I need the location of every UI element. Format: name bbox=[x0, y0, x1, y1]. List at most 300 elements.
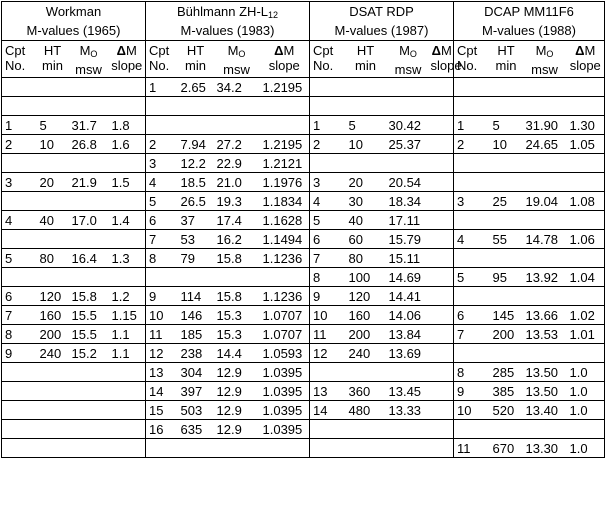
delta-icon: Δ bbox=[575, 43, 585, 58]
table-cell: 5 bbox=[146, 192, 178, 211]
table-cell: 2.65 bbox=[178, 78, 214, 97]
table-cell bbox=[567, 287, 605, 306]
table-cell bbox=[37, 363, 69, 382]
table-cell bbox=[523, 97, 567, 116]
header-dm-line1: M bbox=[126, 43, 137, 58]
table-row bbox=[2, 116, 605, 135]
table-cell: 3 bbox=[310, 173, 346, 192]
table-cell: 503 bbox=[178, 401, 214, 420]
table-cell: 37 bbox=[178, 211, 214, 230]
table-cell bbox=[386, 363, 431, 382]
table-cell: 397 bbox=[178, 382, 214, 401]
table-cell bbox=[178, 97, 214, 116]
table-cell bbox=[2, 268, 37, 287]
table-cell: 10 bbox=[310, 306, 346, 325]
table-cell bbox=[37, 78, 69, 97]
table-cell: 17.4 bbox=[214, 211, 260, 230]
table-cell: 2 bbox=[310, 135, 346, 154]
table-cell: 1.30 bbox=[567, 116, 605, 135]
table-cell bbox=[567, 154, 605, 173]
table-cell bbox=[431, 135, 454, 154]
table-cell: 8 bbox=[310, 268, 346, 287]
table-cell bbox=[69, 154, 109, 173]
table-cell: 5 bbox=[490, 116, 523, 135]
group-subtitle: M-values (1965) bbox=[26, 23, 121, 38]
table-cell: 79 bbox=[178, 249, 214, 268]
table-cell: 1.06 bbox=[567, 230, 605, 249]
table-cell bbox=[431, 325, 454, 344]
table-cell bbox=[109, 268, 146, 287]
header-cpt bbox=[2, 41, 37, 78]
table-cell bbox=[567, 211, 605, 230]
table-cell bbox=[346, 154, 386, 173]
table-cell: 5 bbox=[454, 268, 490, 287]
table-cell: 3 bbox=[146, 154, 178, 173]
table-cell: 238 bbox=[178, 344, 214, 363]
table-cell bbox=[346, 420, 386, 439]
table-cell bbox=[146, 268, 178, 287]
table-cell bbox=[214, 439, 260, 458]
table-cell bbox=[431, 78, 454, 97]
table-cell bbox=[214, 97, 260, 116]
table-cell: 385 bbox=[490, 382, 523, 401]
table-cell: 26.8 bbox=[69, 135, 109, 154]
table-cell bbox=[109, 230, 146, 249]
table-cell: 10 bbox=[37, 135, 69, 154]
table-cell: 9 bbox=[146, 287, 178, 306]
table-cell bbox=[567, 97, 605, 116]
table-cell: 13.33 bbox=[386, 401, 431, 420]
table-cell: 1 bbox=[310, 116, 346, 135]
delta-icon: Δ bbox=[116, 43, 126, 58]
header-cpt bbox=[454, 41, 490, 78]
table-cell bbox=[178, 268, 214, 287]
table-cell: 16.2 bbox=[214, 230, 260, 249]
table-cell: 14.4 bbox=[214, 344, 260, 363]
table-cell bbox=[2, 97, 37, 116]
table-cell: 14.06 bbox=[386, 306, 431, 325]
table-cell bbox=[523, 173, 567, 192]
table-row bbox=[2, 401, 605, 420]
table-cell: 635 bbox=[178, 420, 214, 439]
header-cpt-line1: Cpt bbox=[457, 43, 478, 58]
m-values-table bbox=[1, 1, 605, 458]
table-cell bbox=[2, 382, 37, 401]
table-cell bbox=[523, 249, 567, 268]
table-cell: 18.5 bbox=[178, 173, 214, 192]
table-cell bbox=[2, 230, 37, 249]
header-mo bbox=[523, 41, 567, 78]
column-header-row bbox=[2, 41, 605, 78]
table-cell: 13.92 bbox=[523, 268, 567, 287]
table-cell: 10 bbox=[490, 135, 523, 154]
table-cell bbox=[490, 173, 523, 192]
table-row bbox=[2, 363, 605, 382]
table-cell bbox=[109, 439, 146, 458]
table-cell: 7 bbox=[310, 249, 346, 268]
table-cell: 14.41 bbox=[386, 287, 431, 306]
table-cell: 8 bbox=[2, 325, 37, 344]
table-cell bbox=[523, 154, 567, 173]
group-name-subscript: 12 bbox=[268, 10, 279, 20]
group-title bbox=[454, 2, 605, 41]
table-cell: 16 bbox=[146, 420, 178, 439]
table-cell: 1 bbox=[454, 116, 490, 135]
header-ht-line2: min bbox=[185, 58, 206, 73]
table-cell: 19.04 bbox=[523, 192, 567, 211]
header-ht bbox=[490, 41, 523, 78]
header-dm-line2: slope bbox=[569, 58, 601, 73]
table-cell: 200 bbox=[37, 325, 69, 344]
table-cell: 55 bbox=[490, 230, 523, 249]
table-cell: 6 bbox=[454, 306, 490, 325]
table-cell bbox=[37, 382, 69, 401]
group-title bbox=[146, 2, 310, 41]
table-cell bbox=[109, 97, 146, 116]
table-cell bbox=[109, 154, 146, 173]
table-cell: 3 bbox=[2, 173, 37, 192]
table-cell bbox=[2, 192, 37, 211]
table-row bbox=[2, 325, 605, 344]
table-cell: 1.0395 bbox=[260, 382, 310, 401]
table-cell: 11 bbox=[454, 439, 490, 458]
table-cell: 40 bbox=[346, 211, 386, 230]
table-cell bbox=[431, 382, 454, 401]
table-cell: 1 bbox=[146, 78, 178, 97]
table-row bbox=[2, 382, 605, 401]
table-cell bbox=[2, 439, 37, 458]
table-cell: 520 bbox=[490, 401, 523, 420]
table-cell: 12.2 bbox=[178, 154, 214, 173]
table-cell: 5 bbox=[37, 116, 69, 135]
table-cell: 360 bbox=[346, 382, 386, 401]
header-mo-line2: msw bbox=[394, 62, 422, 77]
table-cell: 4 bbox=[2, 211, 37, 230]
header-ht-line1: HT bbox=[497, 43, 515, 58]
table-cell bbox=[454, 78, 490, 97]
table-cell: 200 bbox=[490, 325, 523, 344]
table-cell: 16.4 bbox=[69, 249, 109, 268]
table-cell: 480 bbox=[346, 401, 386, 420]
table-cell: 15.5 bbox=[69, 325, 109, 344]
table-cell: 1.5 bbox=[109, 173, 146, 192]
table-cell: 160 bbox=[37, 306, 69, 325]
table-cell: 240 bbox=[37, 344, 69, 363]
header-ht bbox=[37, 41, 69, 78]
table-cell: 13.40 bbox=[523, 401, 567, 420]
table-cell bbox=[109, 382, 146, 401]
table-row bbox=[2, 154, 605, 173]
table-cell: 21.0 bbox=[214, 173, 260, 192]
header-dm-line1: M bbox=[584, 43, 596, 58]
table-cell: 120 bbox=[346, 287, 386, 306]
table-cell: 7 bbox=[2, 306, 37, 325]
table-cell bbox=[346, 363, 386, 382]
table-cell: 80 bbox=[346, 249, 386, 268]
table-cell: 10 bbox=[146, 306, 178, 325]
table-cell: 15.8 bbox=[214, 287, 260, 306]
table-cell: 12.9 bbox=[214, 382, 260, 401]
table-row bbox=[2, 306, 605, 325]
table-cell bbox=[178, 439, 214, 458]
table-cell bbox=[2, 154, 37, 173]
table-cell: 25.37 bbox=[386, 135, 431, 154]
table-cell: 6 bbox=[146, 211, 178, 230]
table-cell: 145 bbox=[490, 306, 523, 325]
table-cell bbox=[431, 230, 454, 249]
table-cell: 15.8 bbox=[69, 287, 109, 306]
table-cell bbox=[310, 97, 346, 116]
table-cell: 15.3 bbox=[214, 325, 260, 344]
header-mo-line2: msw bbox=[531, 62, 558, 77]
table-cell bbox=[69, 382, 109, 401]
table-cell bbox=[109, 401, 146, 420]
table-cell: 1.15 bbox=[109, 306, 146, 325]
table-cell: 13.53 bbox=[523, 325, 567, 344]
table-cell: 13.66 bbox=[523, 306, 567, 325]
table-cell: 240 bbox=[346, 344, 386, 363]
table-row bbox=[2, 78, 605, 97]
header-cpt bbox=[146, 41, 178, 78]
table-cell: 15.2 bbox=[69, 344, 109, 363]
table-cell: 13 bbox=[310, 382, 346, 401]
group-title-row bbox=[2, 2, 605, 41]
table-cell: 9 bbox=[454, 382, 490, 401]
table-cell bbox=[454, 249, 490, 268]
header-cpt-line2: No. bbox=[457, 58, 478, 73]
table-cell bbox=[69, 401, 109, 420]
table-cell bbox=[310, 420, 346, 439]
table-cell: 7.94 bbox=[178, 135, 214, 154]
table-cell: 19.3 bbox=[214, 192, 260, 211]
table-cell bbox=[260, 116, 310, 135]
table-cell bbox=[109, 192, 146, 211]
header-mo-line1: M bbox=[399, 43, 410, 58]
table-cell: 30 bbox=[346, 192, 386, 211]
table-cell bbox=[146, 116, 178, 135]
table-cell bbox=[431, 173, 454, 192]
table-cell bbox=[431, 116, 454, 135]
table-cell: 15.8 bbox=[214, 249, 260, 268]
table-cell bbox=[386, 420, 431, 439]
table-cell: 1.0 bbox=[567, 363, 605, 382]
table-cell bbox=[523, 287, 567, 306]
table-cell bbox=[523, 344, 567, 363]
table-cell bbox=[431, 211, 454, 230]
m-values-body bbox=[2, 2, 605, 458]
table-cell: 21.9 bbox=[69, 173, 109, 192]
header-mo-subscript: O bbox=[90, 49, 98, 59]
table-cell bbox=[69, 268, 109, 287]
table-cell: 120 bbox=[37, 287, 69, 306]
table-cell bbox=[146, 439, 178, 458]
header-dm-line1: M bbox=[441, 43, 452, 58]
table-cell: 1.1236 bbox=[260, 249, 310, 268]
table-cell: 12.9 bbox=[214, 420, 260, 439]
table-cell: 40 bbox=[37, 211, 69, 230]
table-cell: 9 bbox=[310, 287, 346, 306]
table-row bbox=[2, 344, 605, 363]
table-cell bbox=[69, 97, 109, 116]
table-cell bbox=[346, 439, 386, 458]
table-cell bbox=[454, 154, 490, 173]
table-cell bbox=[37, 439, 69, 458]
table-cell: 53 bbox=[178, 230, 214, 249]
table-cell: 13.84 bbox=[386, 325, 431, 344]
table-cell: 1.2 bbox=[109, 287, 146, 306]
table-cell: 146 bbox=[178, 306, 214, 325]
table-cell bbox=[567, 420, 605, 439]
table-cell bbox=[454, 97, 490, 116]
table-cell: 1.4 bbox=[109, 211, 146, 230]
table-cell: 13.30 bbox=[523, 439, 567, 458]
table-row bbox=[2, 249, 605, 268]
table-cell bbox=[37, 230, 69, 249]
table-cell bbox=[37, 192, 69, 211]
header-cpt-line1: Cpt bbox=[149, 43, 170, 58]
table-cell bbox=[2, 363, 37, 382]
header-dm-line2: slope bbox=[430, 58, 462, 73]
group-subtitle: M-values (1987) bbox=[334, 23, 429, 38]
table-row bbox=[2, 287, 605, 306]
table-cell: 8 bbox=[146, 249, 178, 268]
header-cpt-line2: No. bbox=[313, 58, 334, 73]
table-cell bbox=[386, 97, 431, 116]
table-cell: 26.5 bbox=[178, 192, 214, 211]
table-cell bbox=[431, 97, 454, 116]
table-cell: 12 bbox=[310, 344, 346, 363]
header-dm-line1: M bbox=[283, 43, 295, 58]
table-cell: 2 bbox=[454, 135, 490, 154]
table-cell bbox=[490, 154, 523, 173]
table-row bbox=[2, 135, 605, 154]
header-delta-m bbox=[567, 41, 605, 78]
table-cell bbox=[69, 439, 109, 458]
table-cell bbox=[260, 97, 310, 116]
table-cell: 31.90 bbox=[523, 116, 567, 135]
table-cell: 13.69 bbox=[386, 344, 431, 363]
table-cell bbox=[431, 268, 454, 287]
table-cell: 670 bbox=[490, 439, 523, 458]
table-cell bbox=[523, 78, 567, 97]
table-cell: 13.50 bbox=[523, 382, 567, 401]
table-cell: 6 bbox=[2, 287, 37, 306]
table-cell: 1.2195 bbox=[260, 78, 310, 97]
table-cell bbox=[454, 287, 490, 306]
table-cell: 5 bbox=[2, 249, 37, 268]
table-cell bbox=[490, 287, 523, 306]
table-cell bbox=[2, 78, 37, 97]
table-row bbox=[2, 211, 605, 230]
table-cell: 4 bbox=[310, 192, 346, 211]
table-cell: 20 bbox=[346, 173, 386, 192]
table-cell: 160 bbox=[346, 306, 386, 325]
header-dm-line2: slope bbox=[268, 58, 300, 73]
header-cpt-line1: Cpt bbox=[313, 43, 334, 58]
header-ht bbox=[178, 41, 214, 78]
header-ht-line1: HT bbox=[186, 43, 205, 58]
table-cell: 3 bbox=[454, 192, 490, 211]
table-cell bbox=[490, 78, 523, 97]
header-cpt-line2: No. bbox=[5, 58, 26, 73]
table-row bbox=[2, 439, 605, 458]
table-cell: 7 bbox=[146, 230, 178, 249]
table-cell bbox=[109, 420, 146, 439]
table-cell bbox=[346, 78, 386, 97]
group-title bbox=[310, 2, 454, 41]
table-cell: 30.42 bbox=[386, 116, 431, 135]
table-cell: 1.0707 bbox=[260, 325, 310, 344]
table-cell bbox=[490, 344, 523, 363]
table-cell: 34.2 bbox=[214, 78, 260, 97]
table-cell: 1.8 bbox=[109, 116, 146, 135]
table-cell: 2 bbox=[146, 135, 178, 154]
table-cell: 1.0 bbox=[567, 401, 605, 420]
table-cell: 2 bbox=[2, 135, 37, 154]
table-cell: 8 bbox=[454, 363, 490, 382]
table-cell: 18.34 bbox=[386, 192, 431, 211]
table-cell bbox=[69, 78, 109, 97]
table-cell: 4 bbox=[146, 173, 178, 192]
table-cell bbox=[454, 211, 490, 230]
table-cell: 7 bbox=[454, 325, 490, 344]
table-cell: 11 bbox=[146, 325, 178, 344]
table-cell: 13 bbox=[146, 363, 178, 382]
header-delta-m bbox=[109, 41, 146, 78]
table-cell: 200 bbox=[346, 325, 386, 344]
table-row bbox=[2, 230, 605, 249]
header-cpt-line2: No. bbox=[149, 58, 170, 73]
table-cell bbox=[567, 78, 605, 97]
table-cell bbox=[214, 268, 260, 287]
table-cell bbox=[431, 306, 454, 325]
table-cell: 27.2 bbox=[214, 135, 260, 154]
table-cell: 14.69 bbox=[386, 268, 431, 287]
table-cell: 1.01 bbox=[567, 325, 605, 344]
table-cell: 1.6 bbox=[109, 135, 146, 154]
table-cell: 1.1976 bbox=[260, 173, 310, 192]
table-cell: 6 bbox=[310, 230, 346, 249]
header-delta-m bbox=[260, 41, 310, 78]
table-row bbox=[2, 97, 605, 116]
table-cell: 1.0707 bbox=[260, 306, 310, 325]
table-cell: 100 bbox=[346, 268, 386, 287]
table-cell bbox=[523, 211, 567, 230]
table-cell bbox=[454, 173, 490, 192]
table-cell bbox=[490, 97, 523, 116]
table-cell bbox=[431, 401, 454, 420]
table-cell: 95 bbox=[490, 268, 523, 287]
header-mo-line1: M bbox=[79, 43, 91, 58]
table-cell: 20 bbox=[37, 173, 69, 192]
table-cell: 14 bbox=[146, 382, 178, 401]
table-cell bbox=[346, 97, 386, 116]
table-cell: 12.9 bbox=[214, 363, 260, 382]
table-cell bbox=[567, 249, 605, 268]
table-cell bbox=[431, 439, 454, 458]
table-cell: 1.1834 bbox=[260, 192, 310, 211]
header-cpt bbox=[310, 41, 346, 78]
table-cell bbox=[567, 344, 605, 363]
header-mo-subscript: O bbox=[546, 49, 554, 59]
table-cell: 80 bbox=[37, 249, 69, 268]
table-cell bbox=[69, 363, 109, 382]
table-cell bbox=[69, 230, 109, 249]
table-cell: 22.9 bbox=[214, 154, 260, 173]
header-mo bbox=[386, 41, 431, 78]
group-name: Workman bbox=[45, 4, 102, 19]
table-cell: 1.0 bbox=[567, 439, 605, 458]
